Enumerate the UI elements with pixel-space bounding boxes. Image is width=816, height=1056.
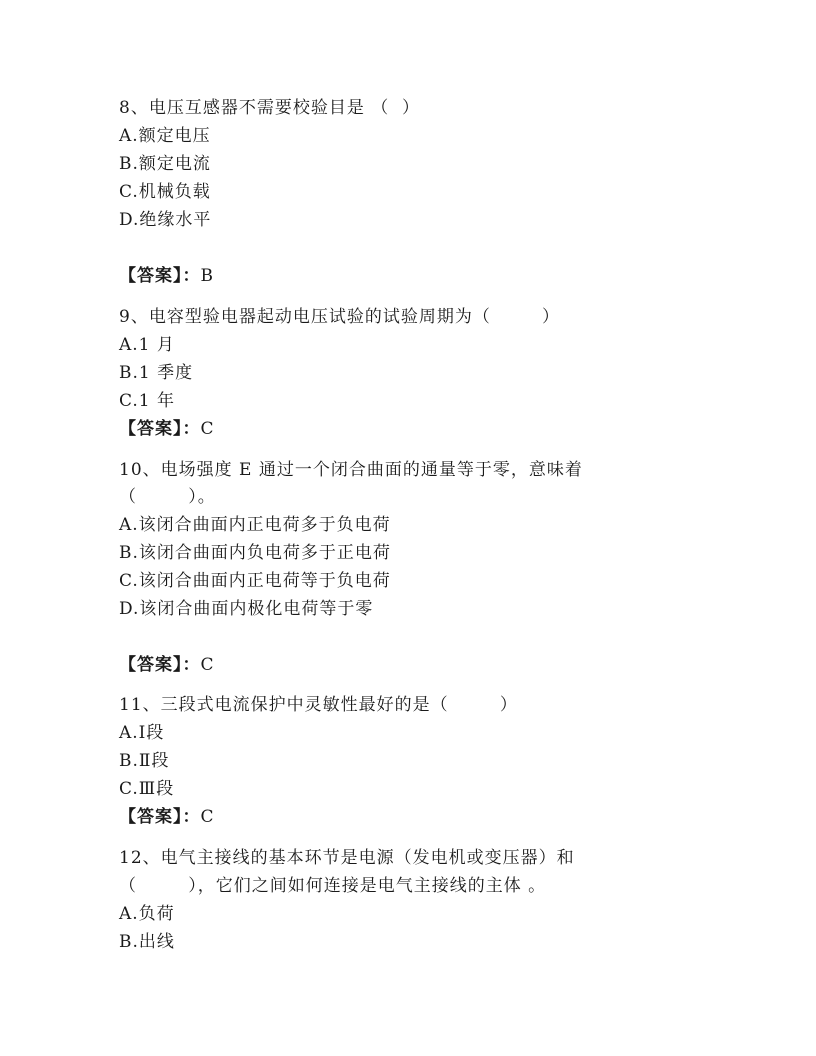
question-10-answer	[119, 654, 215, 676]
question-8-answer	[119, 265, 214, 287]
question-8-option-d: D.绝缘水平	[119, 210, 212, 230]
question-9-option-b: B.1 季度	[119, 363, 194, 383]
question-9-stem: 9、电容型验电器起动电压试验的试验周期为（ ）	[119, 307, 561, 327]
question-10-option-b: B.该闭合曲面内负电荷多于正电荷	[119, 543, 391, 563]
question-10-option-a: A.该闭合曲面内正电荷多于负电荷	[119, 515, 391, 535]
question-11-option-c: C.Ⅲ段	[119, 779, 175, 799]
answer-value: C	[200, 419, 215, 439]
question-12-option-a: A.负荷	[119, 904, 175, 924]
question-12-option-b: B.出线	[119, 932, 175, 952]
question-12-stem-line-2: （ ），它们之间如何连接是电气主接线的主体 。	[119, 876, 547, 896]
question-10-stem-line-2: （ ）。	[119, 487, 216, 507]
answer-label: 【答案】：	[119, 655, 201, 675]
question-8-option-b: B.额定电流	[119, 154, 211, 174]
question-11-option-a: A.Ⅰ段	[119, 723, 165, 743]
question-11-answer	[119, 806, 215, 828]
question-8-option-c: C.机械负载	[119, 182, 211, 202]
question-10-stem-line-1: 10、电场强度 E 通过一个闭合曲面的通量等于零，意味着	[119, 460, 583, 480]
answer-value: B	[200, 266, 214, 286]
answer-label: 【答案】：	[119, 807, 201, 827]
answer-value: C	[200, 807, 215, 827]
question-10-option-c: C.该闭合曲面内正电荷等于负电荷	[119, 571, 391, 591]
question-11-option-b: B.Ⅱ段	[119, 751, 170, 771]
question-9-answer	[119, 418, 215, 440]
answer-label: 【答案】：	[119, 419, 201, 439]
question-12-stem-line-1: 12、电气主接线的基本环节是电源（发电机或变压器）和	[119, 848, 575, 868]
question-9-option-c: C.1 年	[119, 391, 176, 411]
question-8-stem: 8、电压互感器不需要校验目是 （ ）	[119, 98, 421, 118]
question-9-option-a: A.1 月	[119, 335, 175, 355]
question-8-option-a: A.额定电压	[119, 126, 211, 146]
question-10-option-d: D.该闭合曲面内极化电荷等于零	[119, 599, 374, 619]
question-11-stem: 11、三段式电流保护中灵敏性最好的是（ ）	[119, 695, 518, 715]
answer-label: 【答案】：	[119, 266, 201, 286]
answer-value: C	[200, 655, 215, 675]
